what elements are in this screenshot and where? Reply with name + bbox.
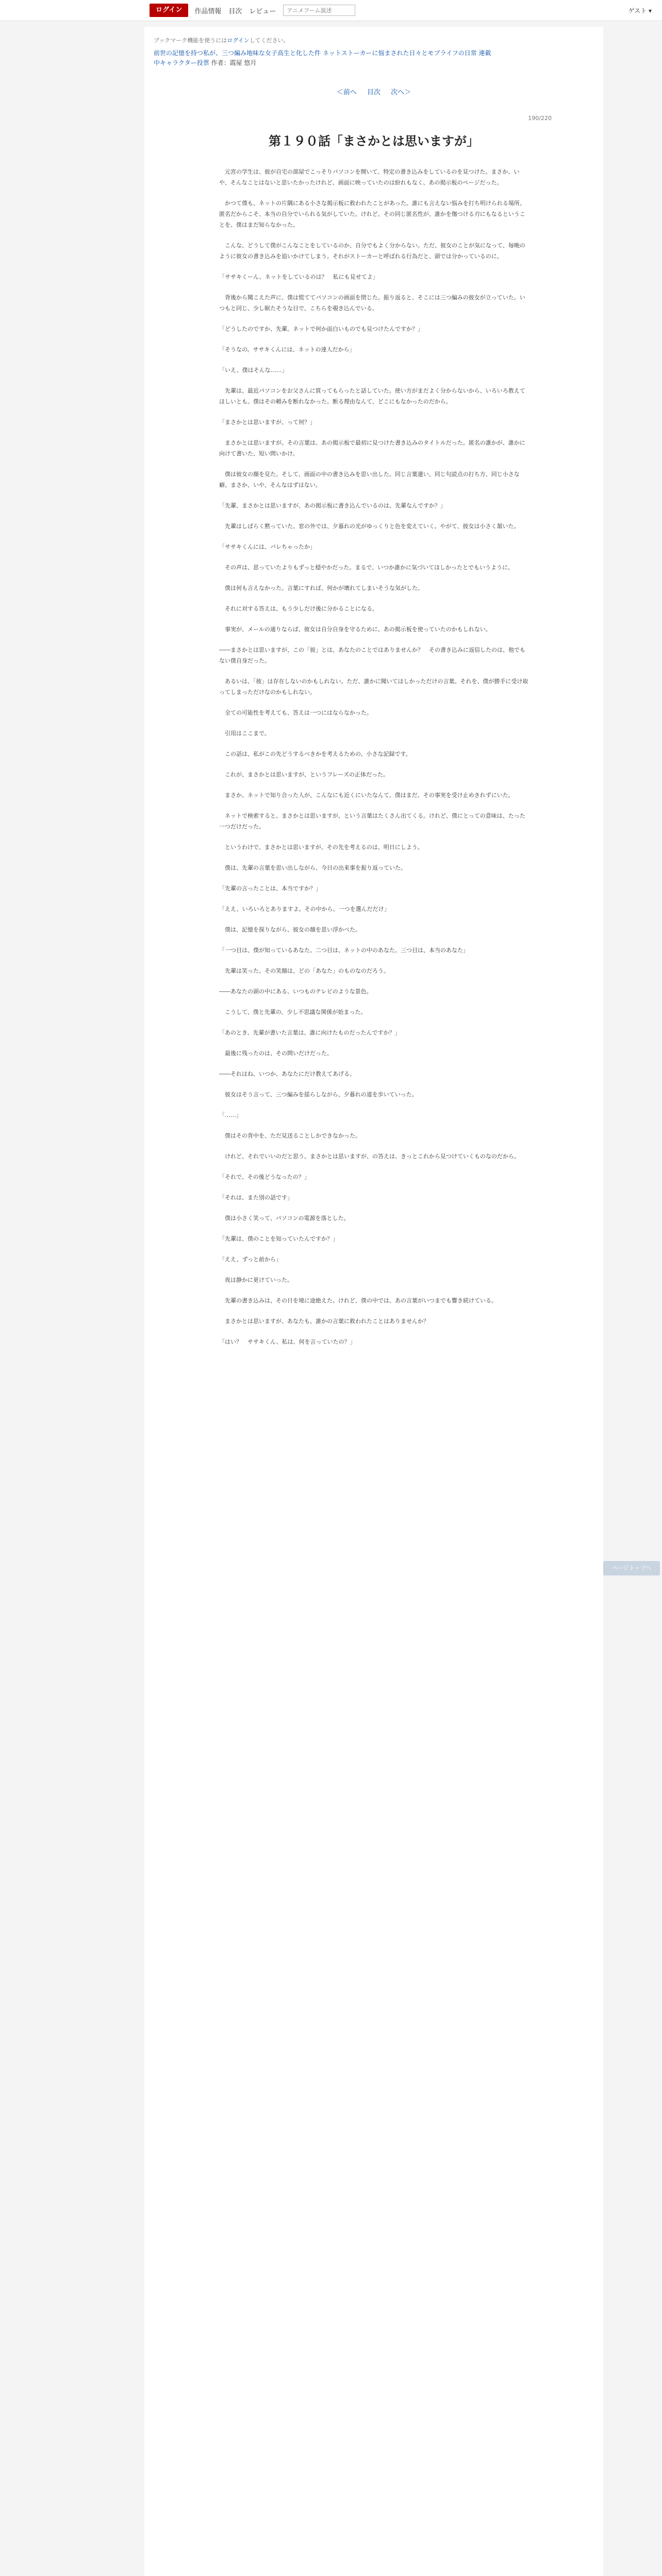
novel-paragraph: というわけで、まさかとは思いますが、その先を考えるのは、明日にしよう。 bbox=[225, 844, 423, 851]
novel-page bbox=[144, 27, 603, 2576]
novel-paragraph: 先輩は、最近パソコンをお父さんに買ってもらったと話していた。使い方がまだよく分からないから、いろいろ教えてほしいとも。僕はその頼みを断れなかった。断る理由なんて、どこにもなかったのだから。 bbox=[219, 387, 525, 405]
novel-paragraph: あるいは、「彼」は存在しないのかもしれない。ただ、誰かに聞いてほしかっただけの言葉。それを、僕が勝手に受け取ってしまっただけなのかもしれない。 bbox=[219, 678, 528, 696]
novel-paragraph: 僕は、記憶を探りながら、彼女の顔を思い浮かべた。 bbox=[225, 926, 361, 934]
novel-paragraph: 彼女はそう言って、三つ編みを揺らしながら、夕暮れの道を歩いていった。 bbox=[225, 1091, 418, 1098]
novel-paragraph: けれど、それでいいのだと思う。まさかとは思いますが、の答えは、きっとこれから見つけていくものなのだから。 bbox=[225, 1153, 520, 1160]
novel-paragraph: 「はい？ ササキくん、私は、何を言っていたの？」 bbox=[219, 1338, 356, 1346]
novel-paragraph: 僕は彼女の顔を見た。そして、画面の中の書き込みを思い出した。同じ言葉遣い、同じ句読点の打ち方、同じ小さな癖。まさか、いや、そんなはずはない。 bbox=[219, 471, 520, 489]
nav-link-toc[interactable]: 目次 bbox=[228, 7, 242, 15]
nav-link-review[interactable]: レビュー bbox=[249, 7, 276, 15]
novel-paragraph: 「それで、その後どうなったの？」 bbox=[219, 1174, 310, 1181]
novel-paragraph: 「一つ目は、僕が知っているあなた。二つ目は、ネットの中のあなた。三つ目は、本当のあなた」 bbox=[219, 947, 469, 954]
novel-paragraph: 僕はその背中を、ただ見送ることしかできなかった。 bbox=[225, 1132, 361, 1140]
notice-prefix: ブックマーク機能を使うには bbox=[154, 37, 227, 44]
novel-paragraph: これが、まさかとは思いますが、というフレーズの正体だった。 bbox=[225, 771, 389, 778]
notice-login-link[interactable]: ログイン bbox=[227, 37, 250, 44]
novel-paragraph: 「先輩の言ったことは、本当ですか？」 bbox=[219, 885, 321, 892]
novel-paragraph: 「ササキくんには、バレちゃったか」 bbox=[219, 544, 316, 551]
novel-paragraph: 「先輩、まさかとは思いますが、あの掲示板に書き込んでいるのは、先輩なんですか？」 bbox=[219, 502, 446, 510]
novel-paragraph: 先輩は笑った。その笑顔は、どの「あなた」のものなのだろう。 bbox=[225, 968, 389, 975]
novel-paragraph: 「いえ、僕はそんな……」 bbox=[219, 367, 288, 374]
novel-paragraph: 全ての可能性を考えても、答えは一つにはならなかった。 bbox=[225, 709, 372, 717]
search-input[interactable] bbox=[283, 5, 355, 16]
series-title-link[interactable]: 前世の記憶を持つ私が、三つ編み地味な女子高生と化した件 ネットストーカーに悩まされた日々とモブライフの日常 連載中キャラクター投票 bbox=[154, 49, 491, 67]
novel-paragraph: まさかとは思いますが。その言葉は、あの掲示板で最初に見つけた書き込みのタイトルだった。匿名の誰かが、誰かに向けて書いた、短い問いかけ。 bbox=[219, 439, 525, 457]
index-link[interactable]: 目次 bbox=[367, 89, 380, 97]
novel-paragraph: こんな、どうして僕がこんなことをしているのか、自分でもよく分からない。ただ、彼女のことが気になって、毎晩のように彼女の書き込みを追いかけてしまう。それがストーカーと呼ばれる行為だと、頭では分かっているのに。 bbox=[219, 242, 525, 260]
top-bar-nav bbox=[150, 0, 355, 21]
novel-paragraph: それに対する答えは、もう少しだけ後に分かることになる。 bbox=[225, 605, 378, 613]
novel-paragraph: まさかとは思いますが、あなたも、誰かの言葉に救われたことはありませんか？ bbox=[225, 1318, 429, 1325]
novel-paragraph: 引用はここまで。 bbox=[225, 730, 270, 737]
series-author: 作者：霞屋 悠月 bbox=[211, 59, 257, 67]
top-bar bbox=[0, 0, 662, 21]
novel-paragraph: 僕は、先輩の言葉を思い出しながら、今日の出来事を振り返っていた。 bbox=[225, 865, 406, 872]
novel-paragraph: 「そうなの。ササキくんには、ネットの達人だから」 bbox=[219, 346, 355, 353]
novel-paragraph: 僕は何も言えなかった。言葉にすれば、何かが壊れてしまいそうな気がした。 bbox=[225, 585, 423, 592]
novel-paragraph: 「ええ、ずっと前から」 bbox=[219, 1256, 282, 1263]
login-button[interactable]: ログイン bbox=[150, 4, 188, 17]
novel-paragraph: 「どうしたのですか、先輩。ネットで何か面白いものでも見つけたんですか？」 bbox=[219, 326, 423, 333]
novel-paragraph: 元宮の学生は、彼が自宅の部屋でこっそりパソコンを開いて、特定の書き込みをしているのを見つけた。まさか、いや、そんなことはないと思いたかったけれど、画面に映っていたのは紛れもなく、あの掲示板のページだった。 bbox=[219, 168, 520, 187]
novel-paragraph: 「あのとき、先輩が書いた言葉は、誰に向けたものだったんですか？」 bbox=[219, 1029, 401, 1037]
novel-paragraph: 「それは、また別の話です」 bbox=[219, 1194, 293, 1201]
novel-paragraph: ――それはね、いつか、あなたにだけ教えてあげる。 bbox=[219, 1071, 355, 1078]
novel-paragraph: ――あなたの頭の中にある、いつものテレビのような景色。 bbox=[219, 988, 372, 995]
novel-paragraph: 「まさかとは思いますが、って何？」 bbox=[219, 419, 316, 426]
pager-top bbox=[144, 87, 603, 96]
novel-paragraph: ネットで検索すると、まさかとは思いますが、という言葉はたくさん出てくる。けれど、僕にとっての意味は、たった一つだけだった。 bbox=[219, 812, 525, 831]
novel-paragraph: 「先輩は、僕のことを知っていたんですか？」 bbox=[219, 1235, 338, 1243]
page-top-button[interactable]: ページトップへ bbox=[603, 1561, 660, 1575]
episode-title: 第１９０話「まさかとは思いますが」 bbox=[269, 134, 479, 149]
user-menu[interactable]: ゲスト ▾ bbox=[628, 7, 652, 14]
series-info bbox=[154, 48, 494, 68]
prev-link[interactable]: ＜前へ bbox=[336, 89, 357, 97]
novel-paragraph: 「ササキくーん、ネットをしているのは？ 私にも見せてよ」 bbox=[219, 274, 378, 281]
novel-paragraph: 最後に残ったのは、その問いだけだった。 bbox=[225, 1050, 333, 1057]
novel-paragraph: その声は、思っていたよりもずっと穏やかだった。まるで、いつか誰かに気づいてほしかったとでもいうように。 bbox=[225, 564, 514, 571]
nav-link-info[interactable]: 作品情報 bbox=[194, 7, 222, 15]
novel-paragraph: 事実が、メールの通りならば、彼女は自分自身を守るために、あの掲示板を使っていたのかもしれない。 bbox=[225, 626, 491, 633]
novel-paragraph: 「ええ、いろいろとありますよ。その中から、一つを選んだだけ」 bbox=[219, 906, 390, 913]
novel-paragraph: 先輩はしばらく黙っていた。窓の外では、夕暮れの光がゆっくりと色を変えていく。やがて、彼女は小さく頷いた。 bbox=[225, 523, 520, 530]
novel-paragraph: 僕は小さく笑って、パソコンの電源を落とした。 bbox=[225, 1215, 350, 1222]
novel-paragraph: こうして、僕と先輩の、少し不思議な関係が始まった。 bbox=[225, 1009, 367, 1016]
notice-suffix: してください。 bbox=[249, 37, 289, 44]
novel-paragraph: 「……」 bbox=[219, 1112, 242, 1119]
novel-paragraph: 夜は静かに更けていった。 bbox=[225, 1277, 293, 1284]
episode-number: 190/220 bbox=[528, 115, 552, 122]
novel-paragraph: かつて僕も、ネットの片隅にある小さな掲示板に救われたことがあった。誰にも言えない悩みを打ち明けられる場所。匿名だからこそ、本当の自分でいられる気がしていた。けれど、その同じ匿名性が、誰かを傷つける刃にもなるということを、僕はまだ知らなかった。 bbox=[219, 200, 525, 229]
novel-paragraph: まさか、ネットで知り合った人が、こんなにも近くにいたなんて。僕はまだ、その事実を受け止めきれずにいた。 bbox=[225, 792, 514, 799]
novel-paragraph: 先輩の書き込みは、その日を境に途絶えた。けれど、僕の中では、あの言葉がいつまでも響き続けている。 bbox=[225, 1297, 497, 1304]
novel-paragraph: 背後から聞こえた声に、僕は慌ててパソコンの画面を閉じた。振り返ると、そこには三つ編みの彼女が立っていた。いつもと同じ、少し眠たそうな目で、こちらを覗き込んでいる。 bbox=[219, 294, 525, 312]
next-link[interactable]: 次へ＞ bbox=[391, 89, 411, 97]
bookmark-notice bbox=[154, 36, 603, 44]
novel-paragraph: ――まさかとは思いますが、この「彼」とは、あなたのことではありませんか？ その書き込みに返信したのは、他でもない僕自身だった。 bbox=[219, 647, 525, 665]
novel-paragraph: この話は、私がこの先どうするべきかを考えるための、小さな記録です。 bbox=[225, 751, 411, 758]
novel-body bbox=[219, 166, 528, 1347]
